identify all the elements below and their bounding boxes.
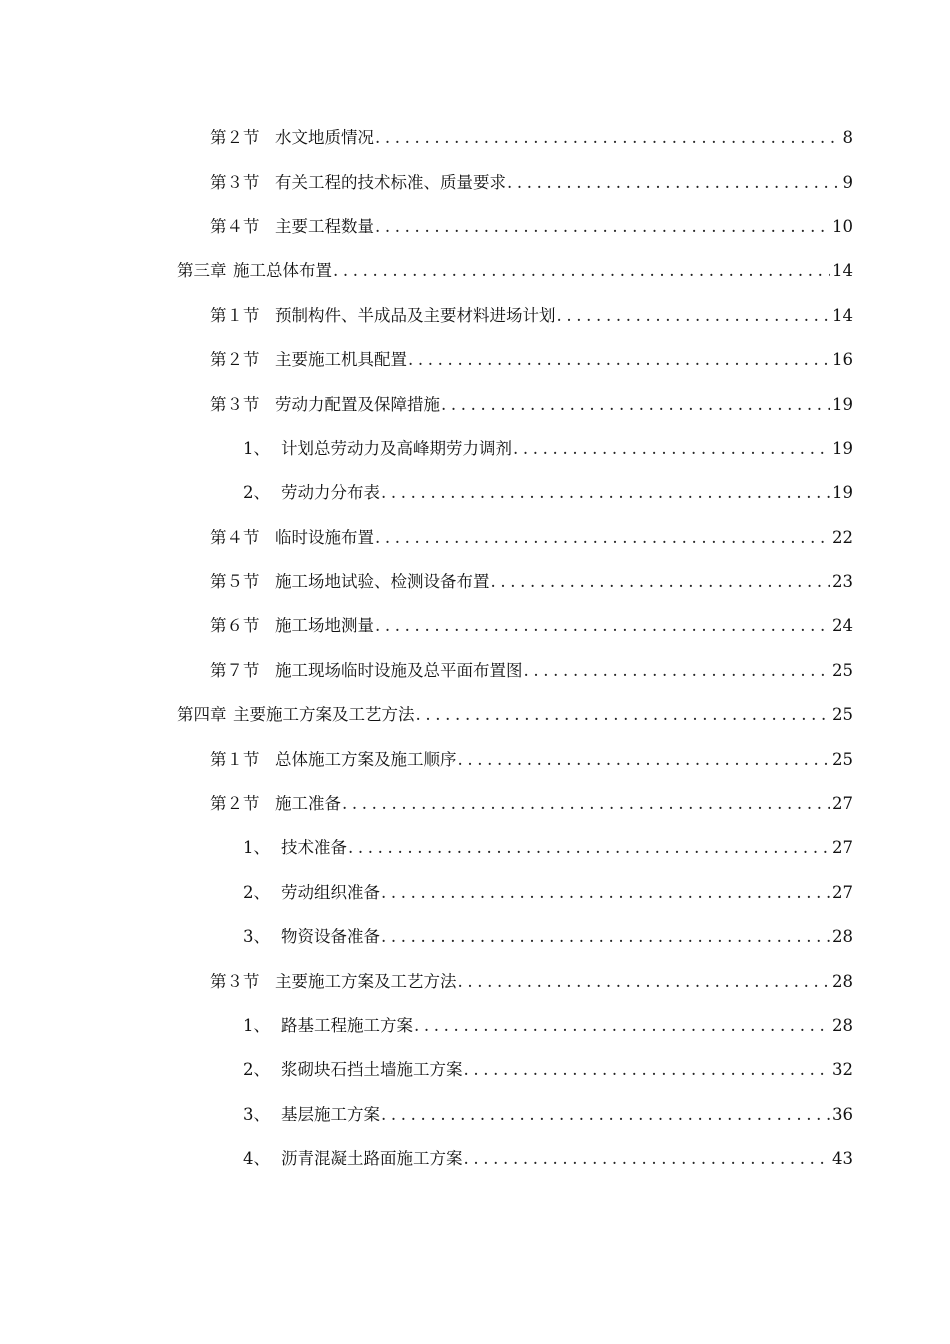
toc-entry[interactable] bbox=[0, 737, 950, 781]
toc-entry-line bbox=[243, 1148, 853, 1170]
toc-entry[interactable] bbox=[0, 116, 950, 160]
toc-entry-line bbox=[210, 971, 853, 993]
toc-dot-leader bbox=[416, 704, 831, 726]
toc-entry[interactable] bbox=[0, 338, 950, 382]
toc-entry-title: 施工总体布置 bbox=[233, 261, 332, 281]
toc-entry-line bbox=[210, 216, 853, 238]
toc-entry-number: 第３节 bbox=[210, 971, 260, 991]
toc-entry-page-number: 28 bbox=[832, 927, 853, 947]
toc-dot-leader bbox=[464, 1059, 831, 1081]
toc-entry-title: 施工准备 bbox=[275, 794, 341, 814]
toc-entry[interactable] bbox=[0, 516, 950, 560]
toc-dot-leader bbox=[557, 305, 831, 327]
toc-entry-page-number: 28 bbox=[832, 1016, 853, 1035]
toc-dot-leader bbox=[408, 349, 830, 371]
toc-entry[interactable] bbox=[0, 1093, 950, 1137]
toc-dot-leader bbox=[464, 1148, 831, 1170]
toc-entry[interactable] bbox=[0, 471, 950, 515]
toc-entry-line bbox=[210, 571, 853, 593]
toc-entry-number: 3、 bbox=[243, 1104, 270, 1124]
toc-entry-page-number: 9 bbox=[842, 172, 853, 192]
toc-entry[interactable] bbox=[0, 871, 950, 915]
toc-entry-number: 第４节 bbox=[210, 527, 260, 547]
toc-entry[interactable] bbox=[0, 826, 950, 870]
toc-entry-number: 第３节 bbox=[210, 172, 260, 192]
toc-entry-page-number: 14 bbox=[832, 305, 853, 325]
toc-entry-line bbox=[243, 1059, 853, 1081]
toc-entry-page-number: 22 bbox=[832, 527, 853, 547]
toc-entry[interactable] bbox=[0, 427, 950, 471]
toc-entry-title: 施工场地测量 bbox=[275, 616, 374, 636]
toc-dot-leader bbox=[458, 749, 831, 771]
toc-entry[interactable] bbox=[0, 294, 950, 338]
toc-entry-page-number: 36 bbox=[832, 1104, 853, 1124]
toc-entry-page-number: 19 bbox=[832, 438, 853, 458]
toc-entry-page-number: 27 bbox=[832, 794, 853, 814]
toc-entry-title: 临时设施布置 bbox=[275, 527, 374, 547]
toc-entry-line bbox=[177, 704, 853, 726]
toc-entry-number: 第２节 bbox=[210, 128, 260, 148]
toc-entry-page-number: 8 bbox=[842, 128, 853, 148]
toc-entry[interactable] bbox=[0, 205, 950, 249]
toc-dot-leader bbox=[333, 260, 830, 282]
toc-entry-number: 第三章 bbox=[177, 261, 227, 281]
toc-entry[interactable] bbox=[0, 915, 950, 959]
toc-entry-title: 计划总劳动力及高峰期劳力调剂 bbox=[281, 438, 512, 458]
toc-entry-number: 1、 bbox=[243, 438, 270, 458]
toc-entry-number: 第３节 bbox=[210, 394, 260, 414]
toc-entry-line bbox=[210, 660, 853, 682]
toc-entry-number: 第１节 bbox=[210, 749, 260, 769]
toc-dot-leader bbox=[524, 660, 831, 682]
toc-entry[interactable] bbox=[0, 249, 950, 293]
toc-dot-leader bbox=[375, 527, 830, 549]
toc-entry-line bbox=[210, 749, 853, 771]
toc-dot-leader bbox=[441, 394, 830, 416]
toc-entry-page-number: 23 bbox=[832, 572, 853, 592]
toc-entry-title: 物资设备准备 bbox=[281, 927, 380, 947]
toc-entry[interactable] bbox=[0, 560, 950, 604]
toc-dot-leader bbox=[458, 971, 831, 993]
toc-dot-leader bbox=[381, 882, 830, 904]
toc-entry[interactable] bbox=[0, 1004, 950, 1048]
toc-dot-leader bbox=[381, 1104, 830, 1126]
toc-entry-number: 第６节 bbox=[210, 616, 260, 636]
toc-entry-title: 总体施工方案及施工顺序 bbox=[275, 749, 457, 769]
toc-entry-line bbox=[210, 394, 853, 416]
toc-entry-page-number: 25 bbox=[832, 749, 853, 769]
toc-entry-title: 劳动力配置及保障措施 bbox=[275, 394, 440, 414]
toc-entry-line bbox=[243, 1015, 853, 1037]
toc-entry-number: 第５节 bbox=[210, 572, 260, 592]
toc-entry-page-number: 25 bbox=[832, 660, 853, 680]
toc-entry-title: 劳动力分布表 bbox=[281, 483, 380, 503]
toc-entry-title: 有关工程的技术标准、质量要求 bbox=[275, 172, 506, 192]
toc-entry-page-number: 28 bbox=[832, 971, 853, 991]
toc-entry-line bbox=[210, 305, 853, 327]
toc-dot-leader bbox=[348, 837, 830, 859]
toc-entry-line bbox=[243, 438, 853, 460]
toc-entry-page-number: 27 bbox=[832, 882, 853, 902]
toc-entry-number: 第４节 bbox=[210, 216, 260, 236]
toc-entry-number: 第２节 bbox=[210, 350, 260, 370]
toc-entry-title: 浆砌块石挡土墙施工方案 bbox=[281, 1060, 463, 1080]
table-of-contents bbox=[0, 116, 950, 1181]
toc-entry[interactable] bbox=[0, 782, 950, 826]
toc-entry-line bbox=[177, 260, 853, 282]
toc-entry-number: 4、 bbox=[243, 1149, 270, 1169]
toc-entry-page-number: 14 bbox=[832, 261, 853, 281]
toc-entry[interactable] bbox=[0, 604, 950, 648]
toc-entry-line bbox=[243, 837, 853, 859]
toc-entry[interactable] bbox=[0, 649, 950, 693]
toc-entry-line bbox=[210, 527, 853, 549]
toc-entry[interactable] bbox=[0, 382, 950, 426]
toc-entry[interactable] bbox=[0, 1048, 950, 1092]
toc-entry-page-number: 10 bbox=[832, 216, 853, 236]
toc-dot-leader bbox=[513, 438, 830, 460]
toc-entry-page-number: 16 bbox=[832, 350, 853, 370]
toc-entry-number: 2、 bbox=[243, 483, 270, 503]
toc-entry-number: 1、 bbox=[243, 1016, 270, 1035]
toc-entry-title: 主要施工方案及工艺方法 bbox=[233, 705, 415, 725]
toc-entry-page-number: 19 bbox=[832, 394, 853, 414]
toc-entry-page-number: 24 bbox=[832, 616, 853, 636]
toc-entry-number: 第７节 bbox=[210, 660, 260, 680]
toc-entry-title: 技术准备 bbox=[281, 838, 347, 858]
toc-entry-page-number: 19 bbox=[832, 483, 853, 503]
toc-entry-title: 施工场地试验、检测设备布置 bbox=[275, 572, 490, 592]
toc-entry-line bbox=[243, 482, 853, 504]
toc-entry-number: 第２节 bbox=[210, 794, 260, 814]
toc-entry-line bbox=[210, 127, 853, 149]
toc-dot-leader bbox=[342, 793, 830, 815]
toc-entry-page-number: 27 bbox=[832, 838, 853, 858]
toc-entry-line bbox=[210, 793, 853, 815]
toc-entry-line bbox=[243, 926, 853, 948]
toc-entry[interactable] bbox=[0, 160, 950, 204]
toc-entry-title: 劳动组织准备 bbox=[281, 882, 380, 902]
toc-entry-title: 路基工程施工方案 bbox=[281, 1016, 413, 1035]
toc-dot-leader bbox=[414, 1015, 830, 1037]
toc-entry-title: 水文地质情况 bbox=[275, 128, 374, 148]
toc-entry-line bbox=[210, 349, 853, 371]
toc-entry-line bbox=[210, 172, 853, 194]
toc-entry-page-number: 25 bbox=[832, 705, 853, 725]
toc-entry-number: 3、 bbox=[243, 927, 270, 947]
toc-entry-title: 主要施工方案及工艺方法 bbox=[275, 971, 457, 991]
toc-dot-leader bbox=[375, 615, 830, 637]
toc-entry-line bbox=[243, 1104, 853, 1126]
toc-entry-number: 2、 bbox=[243, 1060, 270, 1080]
toc-entry-title: 主要施工机具配置 bbox=[275, 350, 407, 370]
toc-entry[interactable] bbox=[0, 959, 950, 1003]
toc-entry-title: 基层施工方案 bbox=[281, 1104, 380, 1124]
toc-dot-leader bbox=[507, 172, 841, 194]
toc-entry-title: 沥青混凝土路面施工方案 bbox=[281, 1149, 463, 1169]
toc-entry-number: 1、 bbox=[243, 838, 270, 858]
toc-dot-leader bbox=[375, 127, 841, 149]
toc-entry-number: 第四章 bbox=[177, 705, 227, 725]
toc-entry-page-number: 32 bbox=[832, 1060, 853, 1080]
toc-dot-leader bbox=[381, 926, 830, 948]
toc-entry-page-number: 43 bbox=[832, 1149, 853, 1169]
toc-dot-leader bbox=[381, 482, 830, 504]
toc-dot-leader bbox=[375, 216, 830, 238]
toc-entry-title: 施工现场临时设施及总平面布置图 bbox=[275, 660, 523, 680]
toc-entry-number: 2、 bbox=[243, 882, 270, 902]
toc-entry-line bbox=[210, 615, 853, 637]
toc-entry-title: 预制构件、半成品及主要材料进场计划 bbox=[275, 305, 556, 325]
toc-entry-title: 主要工程数量 bbox=[275, 216, 374, 236]
toc-entry[interactable] bbox=[0, 693, 950, 737]
toc-entry-line bbox=[243, 882, 853, 904]
toc-entry[interactable] bbox=[0, 1137, 950, 1181]
toc-dot-leader bbox=[491, 571, 831, 593]
toc-entry-number: 第１节 bbox=[210, 305, 260, 325]
